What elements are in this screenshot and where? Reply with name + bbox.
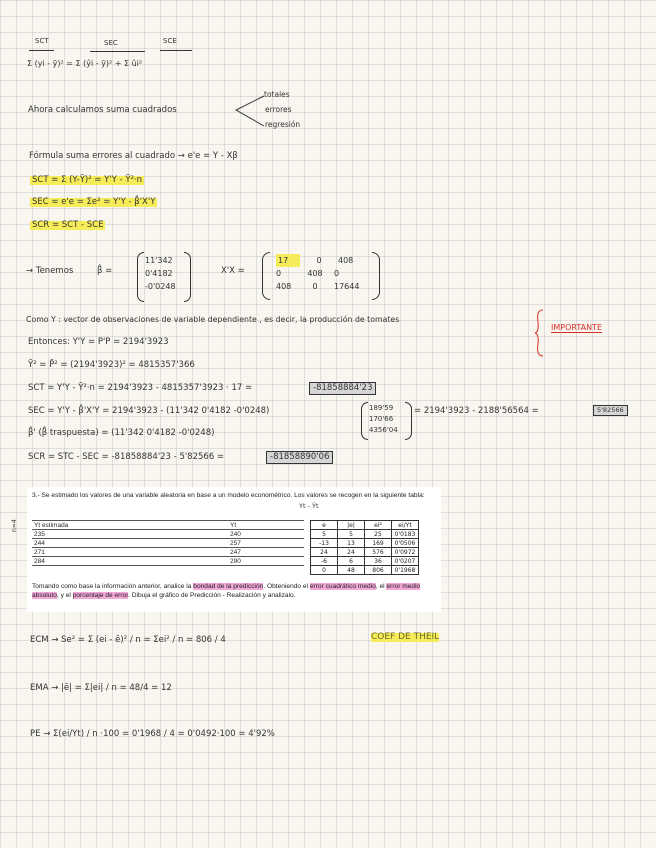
sct-result: -81858884'23 — [309, 382, 376, 395]
hand-table: e |e| ei² ei/Yt 5 5 25 0'0183 -13 13 169 0'0506 24 24 576 0'0972 -6 6 36 0'0207 0 48 806 0'1968 — [310, 520, 419, 575]
scr-result: -81858890'06 — [266, 451, 333, 464]
beta-transpose-line: β̂' (β̂ traspuesta) = (11'342 0'4182 -0'0248) — [28, 428, 215, 438]
sec-vector: 189'59 170'66 4356'04 — [369, 404, 398, 434]
table-row: 271 247 — [32, 548, 304, 557]
sec-calc: SEC = Y'Y - β̂'X'Y = 2194'3923 - (11'342 0'4182 -0'0248) — [28, 406, 270, 416]
scr-calc: SCR = STC - SEC = -81858884'23 - 5'82566 = — [28, 452, 225, 462]
brace-label-sct: SCT — [35, 37, 49, 45]
sct-calc: SCT = Y'Y - Ȳ²·n = 2194'3923 - 4815357'3923 · 17 = — [28, 383, 253, 393]
vector-paren-left — [361, 402, 368, 440]
entonces-line: Entonces: Y'Y = P'P = 2194'3923 — [28, 337, 169, 347]
formula-line: Fórmula suma errores al cuadrado → e'e = Y - Xβ — [29, 151, 238, 161]
importante-brace-icon — [533, 308, 545, 358]
ecm-line: ECM → Se² = Σ (ei - ē)² / n = Σei² / n = 806 / 4 — [30, 635, 226, 645]
hand-note: Yt - Ŷt — [299, 502, 319, 510]
table-row: -13 13 169 0'0506 — [311, 539, 419, 548]
vector-paren-right — [405, 402, 412, 440]
branch-brace-icon — [230, 92, 266, 130]
branch-prefix: Ahora calculamos suma cuadrados — [28, 105, 177, 115]
branch-item-errores: errores — [265, 105, 292, 114]
highlight-pe: porcentaje de error — [72, 592, 129, 599]
brace-line — [90, 51, 145, 52]
xtx-label: X'X = — [221, 266, 245, 276]
ybar-line: Ȳ² = P̄² = (2194'3923)² = 4815357'366 — [28, 360, 195, 370]
table-row: 24 24 576 0'0972 — [311, 548, 419, 557]
beta-vector: 11'342 0'4182 -0'0248 — [145, 256, 176, 291]
table-row: 235 240 — [32, 530, 304, 539]
ema-line: EMA → |ē| = Σ|ei| / n = 48/4 = 12 — [30, 683, 172, 693]
xtx-paren-right — [372, 252, 380, 300]
scr-definition: SCR = SCT - SCE — [32, 220, 104, 230]
branch-item-totales: totales — [264, 90, 290, 99]
table-row: 284 290 — [32, 557, 304, 566]
brace-line — [29, 50, 54, 51]
side-note: n=4 — [11, 519, 18, 532]
exercise-instructions: Tomando como base la información anterior, analice la bondad de la predicción. Obteniendo el error cuadrático medio, el error medio absoluto, y el porcentaje de error. Dibuja el gráfico de Predicción - Realización y analizalo. — [32, 583, 421, 599]
sec-tail: = 2194'3923 - 2188'56564 = — [414, 406, 539, 416]
exercise-table — [32, 520, 304, 566]
importante-label: IMPORTANTE — [551, 323, 603, 332]
highlight-bondad: bondad de la predicción — [193, 583, 264, 590]
xtx-paren-left — [262, 252, 270, 300]
pe-line: PE → Σ(ei/Yt) / n ·100 = 0'1968 / 4 = 0'0492·100 = 4'92% — [30, 729, 275, 739]
col-header: Yt estimada — [32, 521, 228, 530]
beta-label: β̂ = — [97, 266, 113, 276]
highlight-ema: error medio absoluto — [32, 583, 421, 599]
xtx-matrix: 17 0 408 0 408 0 408 0 17644 — [276, 256, 360, 291]
brace-label-sce: SCE — [163, 37, 177, 45]
como-line: Como Y : vector de observaciones de variable dependiente , es decir, la producción de tomates — [26, 315, 400, 324]
table-row: 244 257 — [32, 539, 304, 548]
col-header: Yt — [228, 521, 304, 530]
exercise-statement: 3.- Se estimado los valores de una variable aleatoria en base a un modelo econométrico. Los valores se recogen en la siguiente tabla: — [32, 492, 425, 499]
table-row: -6 6 36 0'0207 — [311, 557, 419, 566]
highlight-ecm: error cuadrático medio — [309, 583, 376, 590]
table-row: 5 5 25 0'0183 — [311, 530, 419, 539]
sum-squares-identity: Σ (yi - ȳ)² = Σ (ŷi - ȳ)² + Σ ûi² — [27, 59, 143, 68]
sec-result: 5'82566 — [593, 405, 628, 416]
brace-label-sec: SEC — [104, 39, 118, 47]
sct-definition: SCT = Σ (Y-Ȳ)² = Y'Y - Ȳ²·n — [32, 175, 143, 185]
brace-line — [160, 50, 192, 51]
branch-item-regresion: regresión — [265, 120, 301, 129]
beta-paren-right — [184, 252, 191, 302]
coef-theil: COEF DE THEIL — [371, 632, 440, 642]
sum-row: 0 48 806 0'1968 — [311, 566, 419, 575]
tenemos-label: → Tenemos — [26, 266, 74, 276]
beta-paren-left — [137, 252, 144, 302]
sec-definition: SEC = e'e = Σe² = Y'Y - β̂'X'Y — [32, 197, 156, 207]
